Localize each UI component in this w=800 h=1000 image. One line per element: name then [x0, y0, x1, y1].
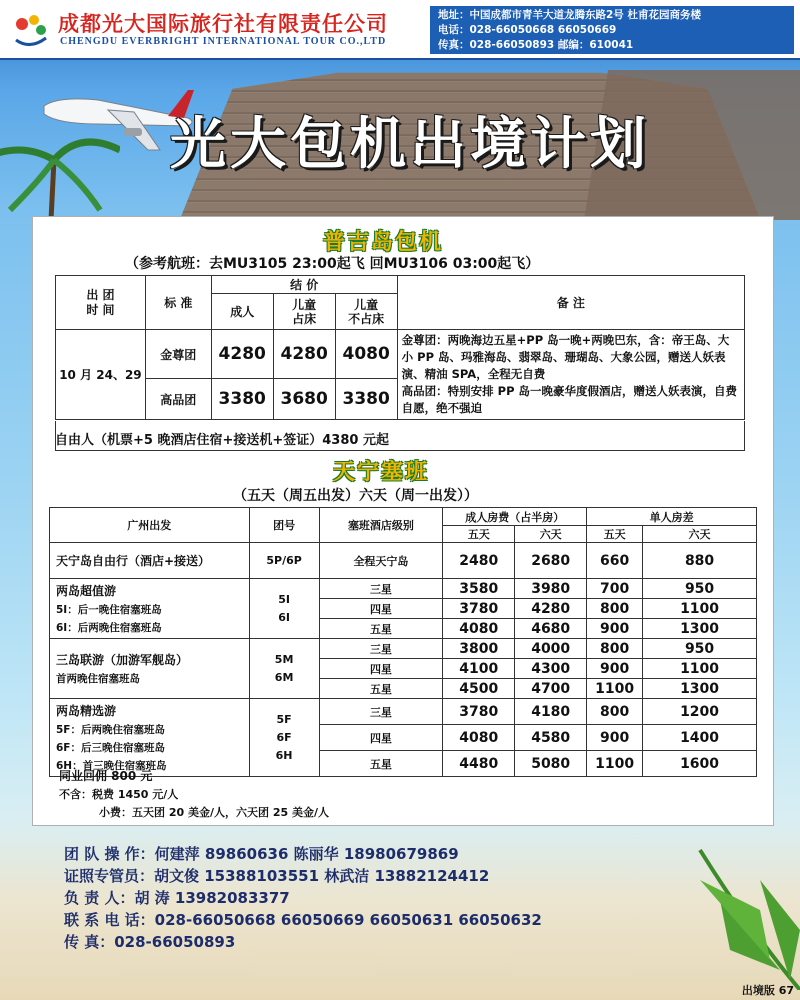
contact-line: 团 队 操 作：何建萍 89860636 陈丽华 18980679869 — [64, 845, 459, 863]
tour-detail: 5I：后一晚住宿塞班岛 — [56, 604, 162, 616]
adult-five-day: 3580 — [443, 579, 515, 599]
adult-six-day: 4280 — [515, 599, 587, 619]
tour-name-cell — [50, 579, 250, 639]
adult-six-day: 4300 — [515, 659, 587, 679]
hotel-level: 全程天宁岛 — [319, 543, 443, 579]
free-traveler-text: 自由人（机票+5 晚酒店住宿+接送机+签证）4380 元起 — [55, 433, 389, 448]
address-text: 地址：中国成都市青羊大道龙腾东路2号 杜甫花园商务楼 — [438, 9, 701, 21]
single-five-day: 900 — [587, 659, 643, 679]
table-row — [50, 639, 757, 659]
adult-five-day: 3800 — [443, 639, 515, 659]
single-six-day: 1300 — [643, 679, 757, 699]
hotel-level: 五星 — [319, 619, 443, 639]
tour-name-cell — [50, 699, 250, 777]
adult-six-day: 4680 — [515, 619, 587, 639]
single-six-day: 1100 — [643, 599, 757, 619]
hotel-level: 五星 — [319, 751, 443, 777]
palm-leaf-icon — [660, 840, 800, 990]
single-six-day: 1600 — [643, 751, 757, 777]
header-child-bed: 儿童 占床 — [273, 294, 335, 330]
header-departure: 广州出发 — [50, 508, 250, 543]
hotel-level: 三星 — [319, 699, 443, 725]
tour-name: 天宁岛自由行（酒店+接送） — [56, 554, 211, 568]
single-five-day: 800 — [587, 599, 643, 619]
adult-six-day: 4700 — [515, 679, 587, 699]
single-five-day: 1100 — [587, 751, 643, 777]
tier-name: 金尊团 — [145, 330, 211, 379]
company-name-cn: 成都光大国际旅行社有限责任公司 — [58, 11, 388, 36]
adult-six-day: 3980 — [515, 579, 587, 599]
content-card — [32, 216, 774, 826]
tianning-price-table — [49, 507, 757, 777]
price-child-bed: 4280 — [273, 330, 335, 379]
contact-list — [64, 843, 542, 953]
adult-five-day: 3780 — [443, 599, 515, 619]
header-five-day: 五天 — [587, 526, 643, 543]
adult-five-day: 4480 — [443, 751, 515, 777]
commission-text: 同业回佣 800 元 — [59, 769, 153, 783]
tips-text: 小费：五天团 20 美金/人，六天团 25 美金/人 — [99, 806, 329, 819]
header-child-nobed: 儿童 不占床 — [335, 294, 397, 330]
page-number: 出境版 67 — [741, 984, 794, 997]
hotel-level: 四星 — [319, 599, 443, 619]
header-price: 结 价 — [211, 276, 397, 294]
hotel-level: 三星 — [319, 579, 443, 599]
single-five-day: 800 — [587, 699, 643, 725]
price-child-nobed: 3380 — [335, 379, 397, 420]
adult-five-day: 4080 — [443, 619, 515, 639]
tour-name: 两岛精选游 — [56, 704, 117, 718]
tour-date: 10 月 24、29 — [56, 330, 146, 420]
fax-text: 传真：028-66050893 邮编：610041 — [438, 39, 634, 51]
adult-six-day: 4580 — [515, 725, 587, 751]
single-five-day: 900 — [587, 619, 643, 639]
single-six-day: 1200 — [643, 699, 757, 725]
header-hotel-level: 塞班酒店级别 — [319, 508, 443, 543]
adult-five-day: 2480 — [443, 543, 515, 579]
company-logo-icon — [10, 10, 52, 50]
hotel-level: 五星 — [319, 679, 443, 699]
tour-detail: 6F：后三晚住宿塞班岛 — [56, 742, 165, 754]
contact-info-box — [430, 6, 794, 54]
header-single-supp: 单人房差 — [587, 508, 757, 526]
hotel-level: 四星 — [319, 725, 443, 751]
tianning-subtitle: （五天（周五出发）六天（周一出发）） — [233, 488, 478, 504]
price-adult: 3380 — [211, 379, 273, 420]
company-name-en: CHENGDU EVERBRIGHT INTERNATIONAL TOUR CO.,LTD — [60, 36, 387, 47]
header-six-day: 六天 — [515, 526, 587, 543]
price-child-nobed: 4080 — [335, 330, 397, 379]
contact-line: 负 责 人：胡 涛 13982083377 — [64, 889, 290, 907]
group-code: 5M 6M — [249, 639, 319, 699]
single-five-day: 900 — [587, 725, 643, 751]
hotel-level: 四星 — [319, 659, 443, 679]
price-child-bed: 3680 — [273, 379, 335, 420]
tour-detail: 5F：后两晚住宿塞班岛 — [56, 724, 165, 736]
tour-detail: 首两晚住宿塞班岛 — [56, 673, 140, 685]
contact-line: 传 真：028-66050893 — [64, 933, 236, 951]
single-six-day: 950 — [643, 579, 757, 599]
hotel-level: 三星 — [319, 639, 443, 659]
adult-six-day: 4000 — [515, 639, 587, 659]
tour-detail: 6H：首三晚住宿塞班岛 — [56, 760, 167, 772]
single-six-day: 880 — [643, 543, 757, 579]
header-group-no: 团号 — [249, 508, 319, 543]
phuket-flights: （参考航班：去MU3105 23:00起飞 回MU3106 03:00起飞） — [125, 256, 540, 272]
header-five-day: 五天 — [443, 526, 515, 543]
table-row — [50, 579, 757, 599]
tour-detail: 6I：后两晚住宿塞班岛 — [56, 622, 162, 634]
adult-five-day: 4080 — [443, 725, 515, 751]
tianning-title: 天宁塞班 — [333, 460, 430, 485]
adult-six-day: 2680 — [515, 543, 587, 579]
phuket-title: 普吉岛包机 — [323, 230, 444, 255]
single-six-day: 1400 — [643, 725, 757, 751]
header-adult-fee: 成人房费（占半房） — [443, 508, 587, 526]
header-standard: 标 准 — [145, 276, 211, 330]
group-code: 5P/6P — [249, 543, 319, 579]
single-six-day: 950 — [643, 639, 757, 659]
table-row — [50, 699, 757, 725]
contact-line: 证照专管员：胡文俊 15388103551 林武洁 13882124412 — [64, 867, 490, 885]
header-adult: 成人 — [211, 294, 273, 330]
group-code: 5F 6F 6H — [249, 699, 319, 777]
header-six-day: 六天 — [643, 526, 757, 543]
single-six-day: 1100 — [643, 659, 757, 679]
phone-text: 电话：028-66050668 66050669 — [438, 24, 617, 36]
header-remark: 备 注 — [397, 276, 744, 330]
price-adult: 4280 — [211, 330, 273, 379]
single-five-day: 800 — [587, 639, 643, 659]
tianning-table-body — [50, 543, 757, 777]
adult-six-day: 4180 — [515, 699, 587, 725]
single-six-day: 1300 — [643, 619, 757, 639]
adult-six-day: 5080 — [515, 751, 587, 777]
adult-five-day: 4100 — [443, 659, 515, 679]
tour-name: 两岛超值游 — [56, 584, 117, 598]
single-five-day: 1100 — [587, 679, 643, 699]
header-bar — [0, 0, 800, 60]
single-five-day: 700 — [587, 579, 643, 599]
excluded-text: 不含：税费 1450 元/人 — [59, 788, 179, 801]
remark-text: 金尊团：两晚海边五星+PP 岛一晚+两晚巴东，含：帝王岛、大小 PP 岛、玛雅海岛、翡翠岛、珊瑚岛、大象公园，赠送人妖表演、精油 SPA，全程无自费 高品团：特别安排 PP 岛一晚豪华度假酒店，赠送人妖表演，自费自愿，绝不强迫 — [397, 330, 744, 420]
tour-name-cell — [50, 543, 250, 579]
table-row — [50, 543, 757, 579]
headline-title: 光大包机出境计划 — [170, 112, 650, 177]
adult-five-day: 3780 — [443, 699, 515, 725]
group-code: 5I 6I — [249, 579, 319, 639]
header-date: 出 团 时 间 — [56, 276, 146, 330]
tour-name-cell — [50, 639, 250, 699]
contact-line: 联 系 电 话：028-66050668 66050669 66050631 66050632 — [64, 911, 542, 929]
single-five-day: 660 — [587, 543, 643, 579]
adult-five-day: 4500 — [443, 679, 515, 699]
tour-name: 三岛联游（加游军舰岛） — [56, 653, 189, 667]
tier-name: 高品团 — [145, 379, 211, 420]
phuket-price-table — [55, 275, 745, 420]
